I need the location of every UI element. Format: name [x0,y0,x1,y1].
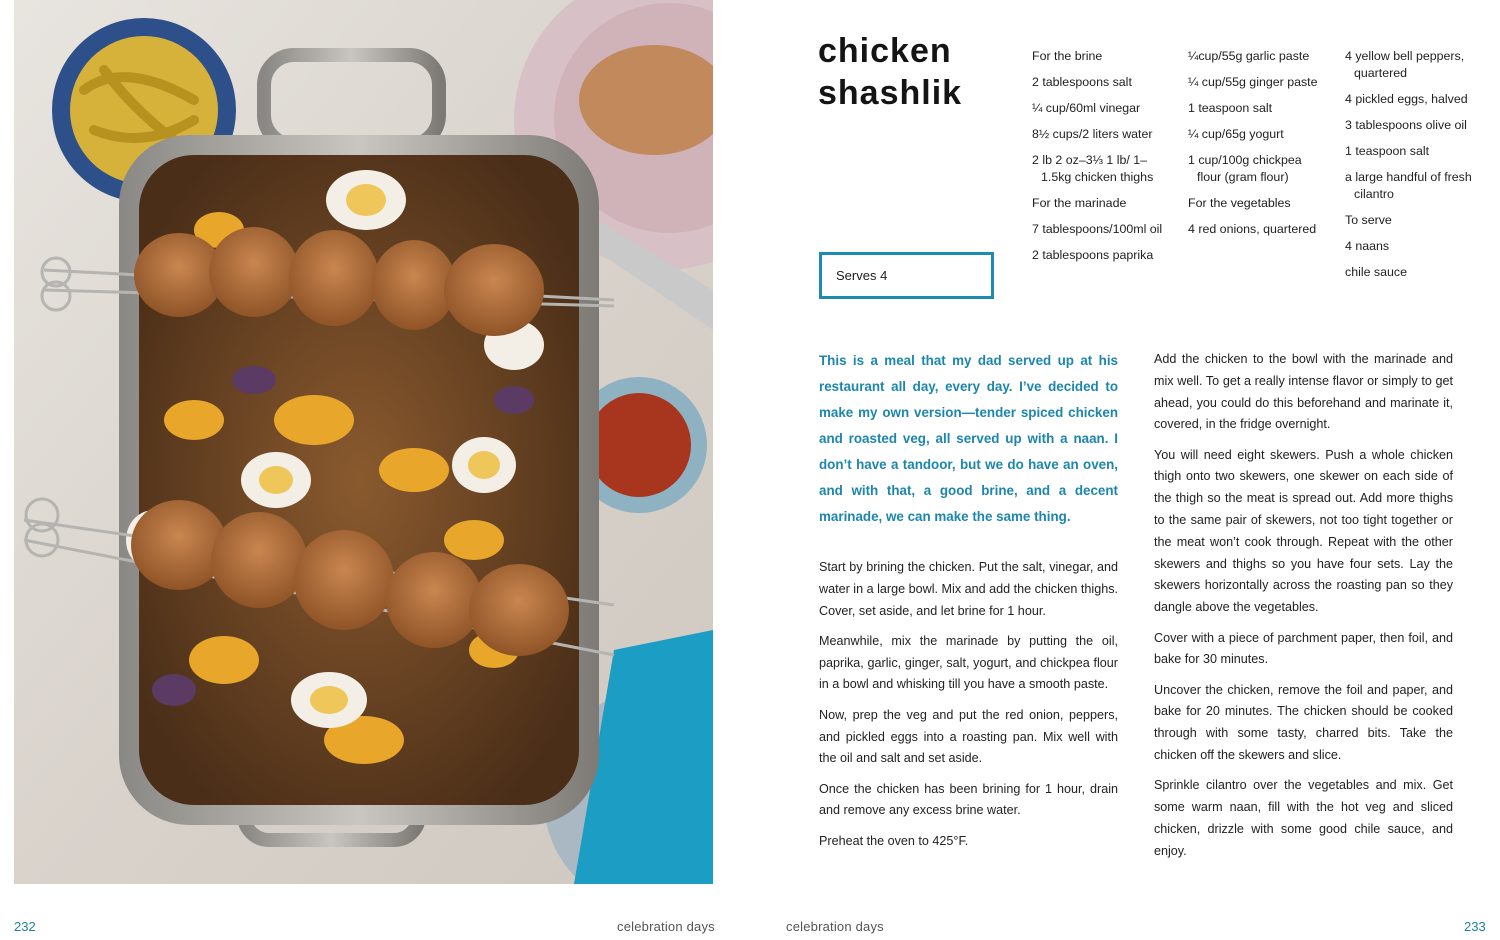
method-step: Start by brining the chicken. Put the salt, vinegar, and water in a large bowl. Mix and add the chicken thighs. Cover, set aside, and let brine for 1 hour. [819,560,1118,618]
method-step: Add the chicken to the bowl with the marinade and mix well. To get a really intense flavor or simply to get ahead, you could do this beforehand and marinate it, covered, in the fridge overnight. [1154,352,1453,432]
ingredient-item: 2 tablespoons paprika [1032,248,1154,262]
ingredient-item: 1 cup/100g chickpea flour (gram flour) [1188,153,1302,184]
ingredient-item: 7 tablespoons/100ml oil [1032,222,1163,236]
ingredient-item: 4 pickled eggs, halved [1345,92,1468,106]
method-step: Meanwhile, mix the marinade by putting the oil, paprika, garlic, ginger, salt, yogurt, and chickpea flour in a bowl and whisking till you have a smooth paste. [819,633,1118,692]
recipe-photo [14,0,713,884]
ingredient-item: 2 tablespoons salt [1032,75,1132,89]
ingredient-heading: To serve [1345,213,1392,227]
ingredient-item: 3 tablespoons olive oil [1345,118,1467,132]
ingredient-item: ¼ cup/60ml vinegar [1032,101,1141,115]
method-step: Sprinkle cilantro over the vegetables and mix. Get some warm naan, fill with the hot veg and sliced chicken, drizzle with some good chile sauce, and enjoy. [1154,778,1453,858]
ingredient-item: 1 teaspoon salt [1345,144,1430,158]
serves-box: Serves 4 [819,252,994,299]
recipe-title-line1: chicken [818,32,952,70]
method-step: Preheat the oven to 425°F. [819,833,969,848]
method-step: Now, prep the veg and put the red onion, peppers, and pickled eggs into a roasting pan. Mix well with the oil and salt and set aside. [819,707,1118,766]
ingredient-heading: For the brine [1032,49,1103,63]
running-head-right: celebration days [786,919,884,934]
ingredient-item: 1 teaspoon salt [1188,101,1273,115]
ingredients-column-3 [1345,48,1485,290]
ingredients-column-2 [1188,48,1328,247]
ingredient-heading: For the vegetables [1188,196,1291,210]
ingredient-item: 2 lb 2 oz–3⅓ 1 lb/ 1–1.5kg chicken thighs [1032,153,1154,184]
ingredient-item: a large handful of fresh cilantro [1345,170,1472,201]
page-number-right: 233 [1464,919,1486,934]
ingredient-item: 8½ cups/2 liters water [1032,127,1153,141]
ingredients-column-1 [1032,48,1172,273]
ingredient-item: 4 red onions, quartered [1188,222,1317,236]
ingredient-item: 4 naans [1345,239,1390,253]
page-number-left: 232 [14,919,36,934]
ingredient-item: ¼cup/55g garlic paste [1188,49,1310,63]
method-step: You will need eight skewers. Push a whole chicken thigh onto two skewers, one skewer on each side of the thigh so the meat is spread out. Add more thighs to the same pair of skewers, not too tight together or the meat won’t cook through. Repeat with the other skewers and thighs so you have four sets. Lay the skewers horizontally across the roasting pan so they dangle above the vegetables. [1154,447,1453,615]
method-column-left [819,557,1118,861]
method-step: Once the chicken has been brining for 1 hour, drain and remove any excess brine water. [819,781,1118,818]
method-step: Cover with a piece of parchment paper, then foil, and bake for 30 minutes. [1154,630,1453,667]
chicken-shashlik-illustration [14,0,713,884]
method-column-right [1154,349,1453,871]
ingredient-item: ¼ cup/65g yogurt [1188,127,1284,141]
ingredient-item: 4 yellow bell peppers, quartered [1345,49,1465,80]
ingredient-item: chile sauce [1345,265,1407,279]
recipe-intro: This is a meal that my dad served up at his restaurant all day, every day. I’ve decided to make my own version—tender spiced chicken and roasted veg, all served up with a naan. I don’t have a tandoor, but we do have an oven, and with that, a good brine, and a decent marinade, we can make the same thing. [819,353,1118,524]
recipe-title [818,30,1018,114]
ingredient-item: ¼ cup/55g ginger paste [1188,75,1318,89]
recipe-title-line2: shashlik [818,74,963,112]
running-head-left: celebration days [617,919,715,934]
method-step: Uncover the chicken, remove the foil and paper, and bake for 20 minutes. The chicken should be cooked through with some tasty, charred bits. Take the chicken off the skewers and slice. [1154,682,1453,763]
ingredient-heading: For the marinade [1032,196,1127,210]
